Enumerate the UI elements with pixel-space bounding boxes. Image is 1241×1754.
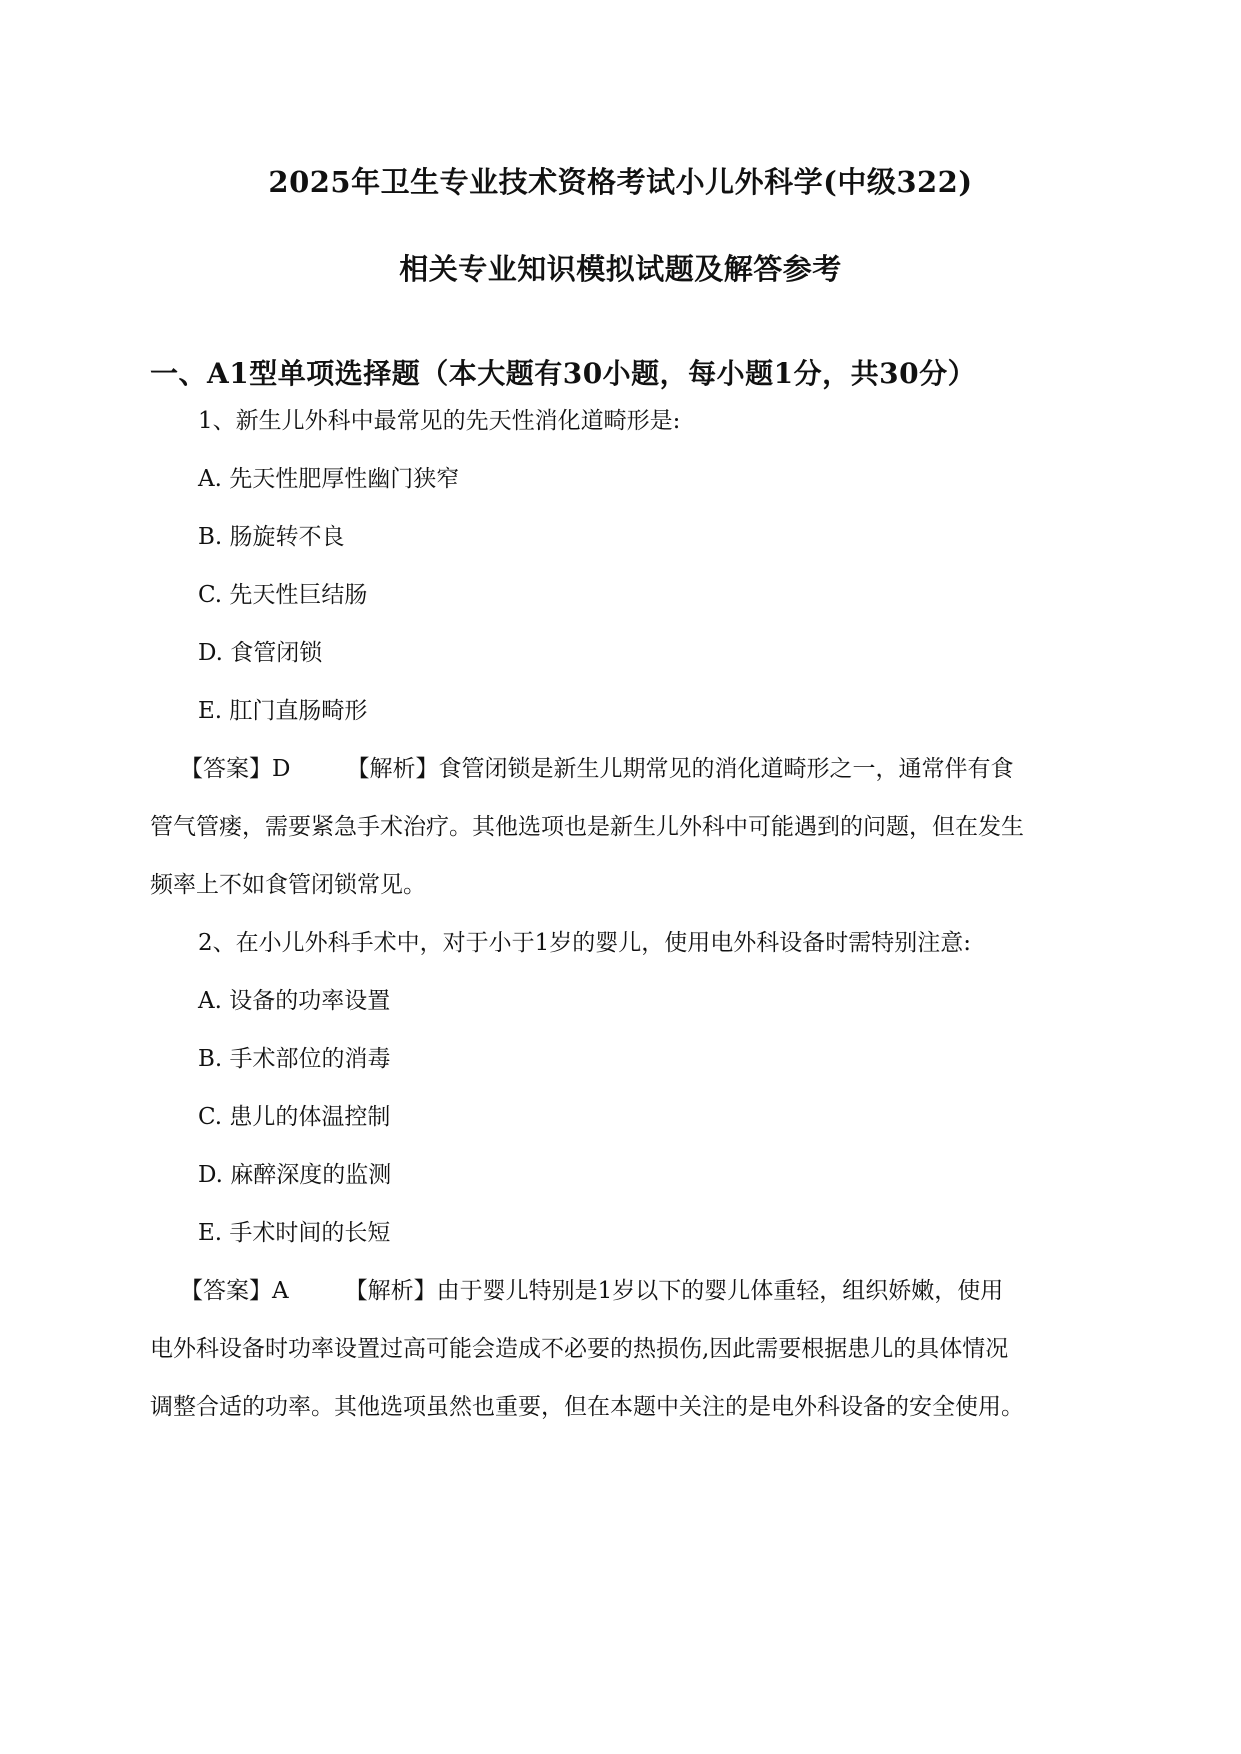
question-1-answer-row — [180, 754, 1013, 784]
question-1-option-a: A. 先天性肥厚性幽门狭窄 — [198, 466, 460, 492]
section-heading: 一、A1型单项选择题（本大题有30小题，每小题1分，共30分） — [150, 357, 977, 390]
question-2-option-b: B. 手术部位的消毒 — [198, 1046, 391, 1072]
question-1-option-d: D. 食管闭锁 — [198, 640, 323, 666]
question-1-analysis-line: 频率上不如食管闭锁常见。 — [150, 872, 426, 898]
question-2-option-c: C. 患儿的体温控制 — [198, 1104, 391, 1130]
question-2-analysis-line: 电外科设备时功率设置过高可能会造成不必要的热损伤,因此需要根据患儿的具体情况 — [150, 1336, 1009, 1362]
question-2-answer-row — [180, 1276, 1003, 1306]
page-title-line-2: 相关专业知识模拟试题及解答参考 — [399, 252, 842, 286]
question-1-analysis-first: 【解析】食管闭锁是新生儿期常见的消化道畸形之一，通常伴有食 — [346, 756, 1014, 782]
question-1-option-e: E. 肛门直肠畸形 — [198, 698, 368, 724]
question-2-option-e: E. 手术时间的长短 — [198, 1220, 391, 1246]
question-2-answer: 【答案】A — [180, 1278, 289, 1304]
question-1-option-c: C. 先天性巨结肠 — [198, 582, 368, 608]
question-1-stem: 1、新生儿外科中最常见的先天性消化道畸形是: — [198, 408, 681, 434]
question-1-analysis-line: 管气管瘘，需要紧急手术治疗。其他选项也是新生儿外科中可能遇到的问题，但在发生 — [150, 814, 1024, 840]
question-1-option-b: B. 肠旋转不良 — [198, 524, 345, 550]
question-2-analysis-first: 【解析】由于婴儿特别是1岁以下的婴儿体重轻，组织娇嫩，使用 — [344, 1278, 1004, 1304]
question-1-answer: 【答案】D — [180, 756, 291, 782]
question-2-analysis-line: 调整合适的功率。其他选项虽然也重要，但在本题中关注的是电外科设备的安全使用。 — [150, 1394, 1024, 1420]
question-2-option-d: D. 麻醉深度的监测 — [198, 1162, 392, 1188]
question-2-option-a: A. 设备的功率设置 — [198, 988, 391, 1014]
page-title-line-1: 2025年卫生专业技术资格考试小儿外科学(中级322) — [268, 165, 973, 199]
question-2-stem: 2、在小儿外科手术中，对于小于1岁的婴儿，使用电外科设备时需特别注意: — [198, 930, 972, 956]
